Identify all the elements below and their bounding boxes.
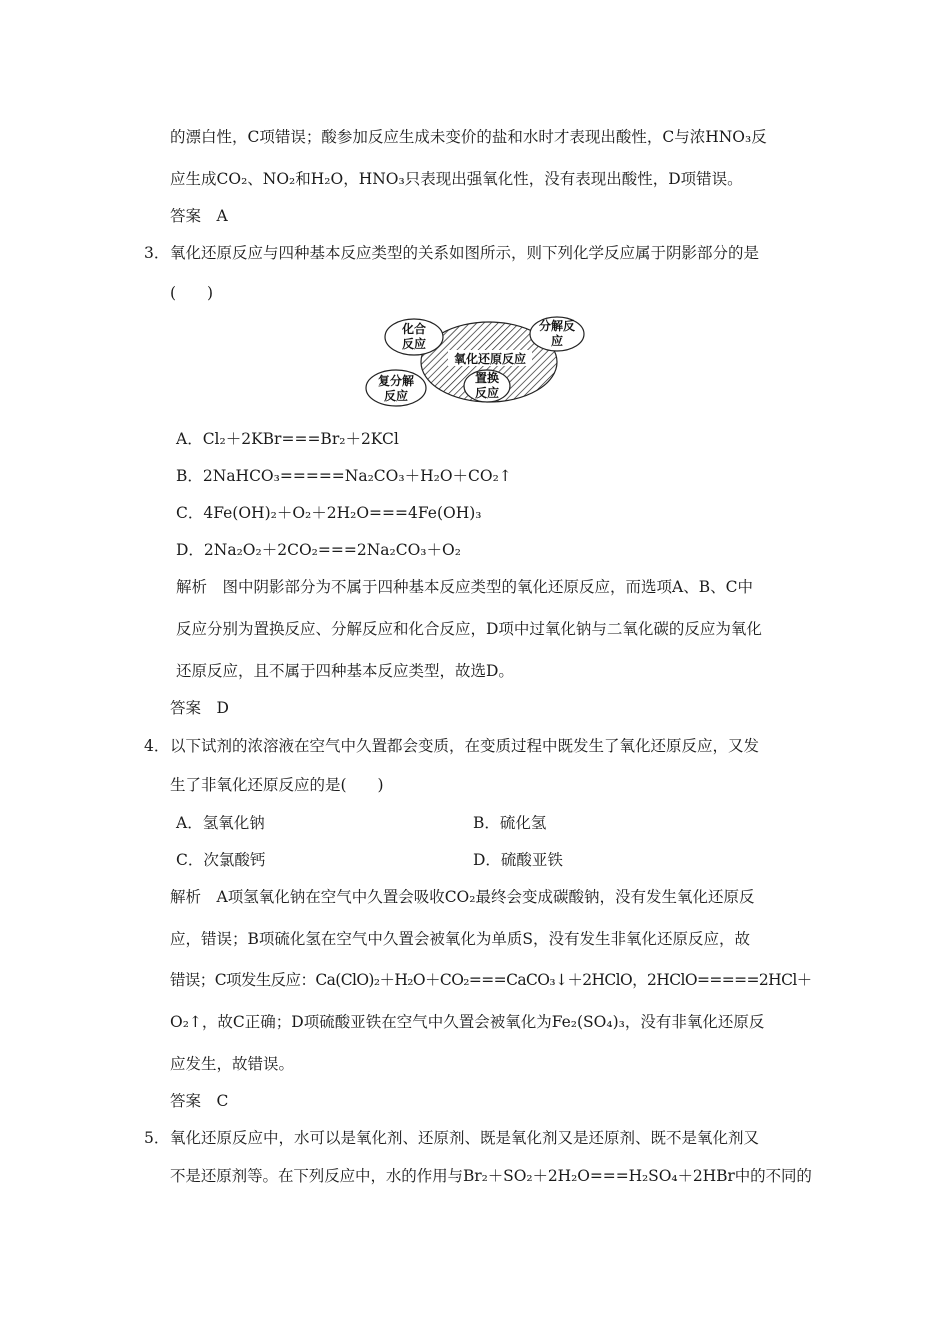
q4-number: 4． [144,737,170,755]
q3-stem-line-2: ( ) [170,284,214,302]
q4-option-b: B．硫化氢 [473,814,547,832]
redox-relationship-diagram [360,312,590,412]
q3-analysis-line-1: 解析 图中阴影部分为不属于四种基本反应类型的氧化还原反应，而选项A、B、C中 [176,578,753,596]
combination-label-1: 化合 [401,322,427,336]
prev-analysis-line-2: 应生成CO₂、NO₂和H₂O，HNO₃只表现出强氧化性，没有表现出酸性，D项错误。 [170,170,743,188]
prev-answer: 答案 A [170,207,228,225]
q5-stem-line-1: 氧化还原反应中，水可以是氧化剂、还原剂、既是氧化剂又是还原剂、既不是氧化剂又 [170,1129,760,1147]
replacement-label-1: 置换 [474,371,500,385]
q4-option-a: A．氢氧化钠 [176,814,265,832]
q3-option-a: A．Cl₂＋2KBr===Br₂＋2KCl [176,430,399,448]
redox-label: 氧化还原反应 [453,352,527,366]
prev-analysis-line-1: 的漂白性，C项错误；酸参加反应生成未变价的盐和水时才表现出酸性，C与浓HNO₃反 [170,128,767,146]
replacement-label-2: 反应 [474,386,500,400]
double-decomposition-label-1: 复分解 [377,374,415,388]
q4-analysis-line-5: 应发生，故错误。 [170,1055,295,1073]
double-decomposition-label-2: 反应 [383,389,409,403]
q5-stem-line-2: 不是还原剂等。在下列反应中，水的作用与Br₂＋SO₂＋2H₂O===H₂SO₄＋2HBr中的不同的 [170,1167,812,1185]
combination-label-2: 反应 [401,337,427,351]
q4-option-d: D．硫酸亚铁 [473,851,563,869]
q3-option-c: C．4Fe(OH)₂＋O₂＋2H₂O===4Fe(OH)₃ [176,504,482,522]
q3-option-d: D．2Na₂O₂＋2CO₂===2Na₂CO₃＋O₂ [176,541,461,559]
q3-analysis-line-3: 还原反应，且不属于四种基本反应类型，故选D。 [176,662,514,680]
q3-number: 3． [144,244,170,262]
decomposition-label-1: 分解反 [538,319,576,333]
q4-stem-line-2: 生了非氧化还原反应的是( ) [170,776,384,794]
q3-answer: 答案 D [170,699,229,717]
q3-option-b: B．2NaHCO₃=====Na₂CO₃＋H₂O＋CO₂↑ [176,467,512,485]
q4-analysis-line-4: O₂↑，故C正确；D项硫酸亚铁在空气中久置会被氧化为Fe₂(SO₄)₃，没有非氧化还原反 [170,1013,765,1031]
q3-stem-line-1: 氧化还原反应与四种基本反应类型的关系如图所示，则下列化学反应属于阴影部分的是 [170,244,760,262]
q3-analysis-line-2: 反应分别为置换反应、分解反应和化合反应，D项中过氧化钠与二氧化碳的反应为氧化 [176,620,762,638]
q4-analysis-line-1: 解析 A项氢氧化钠在空气中久置会吸收CO₂最终会变成碳酸钠，没有发生氧化还原反 [170,888,755,906]
q4-analysis-line-3: 错误；C项发生反应：Ca(ClO)₂＋H₂O＋CO₂===CaCO₃↓＋2HClO，2HClO=====2HCl＋ [170,971,812,989]
q4-answer: 答案 C [170,1092,229,1110]
q4-stem-line-1: 以下试剂的浓溶液在空气中久置都会变质，在变质过程中既发生了氧化还原反应，又发 [170,737,760,755]
decomposition-label-2: 应 [550,334,564,348]
q5-number: 5． [144,1129,170,1147]
q4-analysis-line-2: 应，错误；B项硫化氢在空气中久置会被氧化为单质S，没有发生非氧化还原反应，故 [170,930,751,948]
q4-option-c: C．次氯酸钙 [176,851,266,869]
